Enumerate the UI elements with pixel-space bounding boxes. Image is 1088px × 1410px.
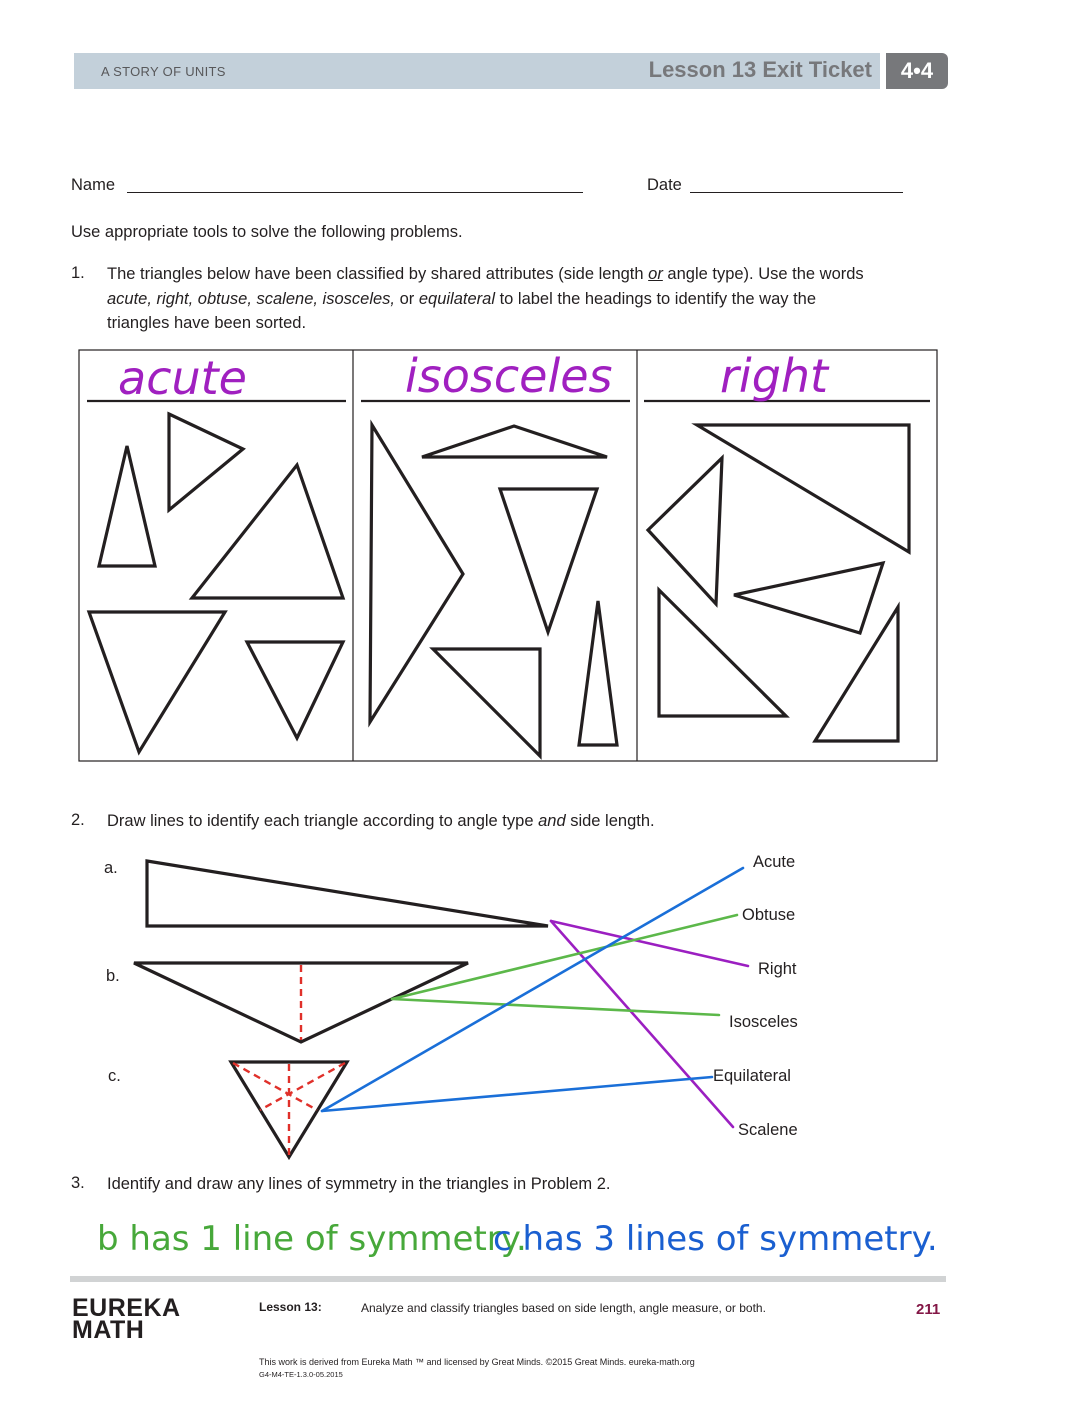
answer-green: b has 1 line of symmetry. [97, 1219, 527, 1259]
page-number: 211 [916, 1301, 941, 1318]
footer-lesson-label: Lesson 13: [259, 1300, 322, 1314]
lesson-title: Lesson 13 Exit Ticket [648, 57, 872, 82]
match-a-scalene [551, 921, 733, 1127]
match-c-acute [322, 868, 743, 1111]
match-b-isosceles [392, 999, 719, 1015]
eureka-math-logo: EUREKA MATH [72, 1294, 181, 1344]
date-label: Date [647, 176, 682, 194]
document-code: G4-M4-TE-1.3.0-05.2015 [259, 1370, 343, 1379]
triangle-a-label: a. [104, 859, 118, 877]
symmetry-lines [233, 965, 345, 1155]
problem-1-number: 1. [71, 264, 85, 282]
license-text: This work is derived from Eureka Math ™ and licensed by Great Minds. ©2015 Great Minds. eureka-math.org [259, 1357, 695, 1367]
problem-3-number: 3. [71, 1174, 85, 1192]
problem-2-text: Draw lines to identify each triangle according to angle type and side length. [107, 812, 655, 830]
match-c-equilateral [322, 1077, 712, 1111]
option-obtuse: Obtuse [742, 906, 796, 924]
option-acute: Acute [753, 853, 796, 871]
series-title: A STORY OF UNITS [101, 64, 226, 79]
problem-1-text: The triangles below have been classified by shared attributes (side length or angle type). Use the words acute, right, obtuse, scalene, isosceles, or equilateral to label the headings to identify the way the triangles have been sorted. [107, 265, 864, 332]
problem-2-number: 2. [71, 811, 85, 829]
match-a-right [551, 921, 748, 966]
problem-3-text: Identify and draw any lines of symmetry in the triangles in Problem 2. [107, 1175, 611, 1193]
grade-module-badge: 4•4 [886, 53, 948, 89]
answer-blue: c has 3 lines of symmetry. [493, 1219, 938, 1259]
footer-rule [70, 1276, 946, 1282]
footer-lesson-description: Analyze and classify triangles based on side length, angle measure, or both. [361, 1301, 766, 1315]
triangle-a [147, 861, 548, 926]
option-equilateral: Equilateral [713, 1067, 791, 1085]
heading-isosceles: isosceles [405, 349, 613, 403]
instructions: Use appropriate tools to solve the following problems. [71, 223, 463, 241]
name-label: Name [71, 176, 116, 194]
option-scalene: Scalene [738, 1121, 798, 1139]
heading-acute: acute [118, 351, 247, 405]
option-right: Right [758, 960, 797, 978]
triangle-b-label: b. [106, 967, 120, 985]
heading-right: right [720, 349, 829, 403]
triangle-c-label: c. [108, 1067, 121, 1085]
option-isosceles: Isosceles [729, 1013, 798, 1031]
